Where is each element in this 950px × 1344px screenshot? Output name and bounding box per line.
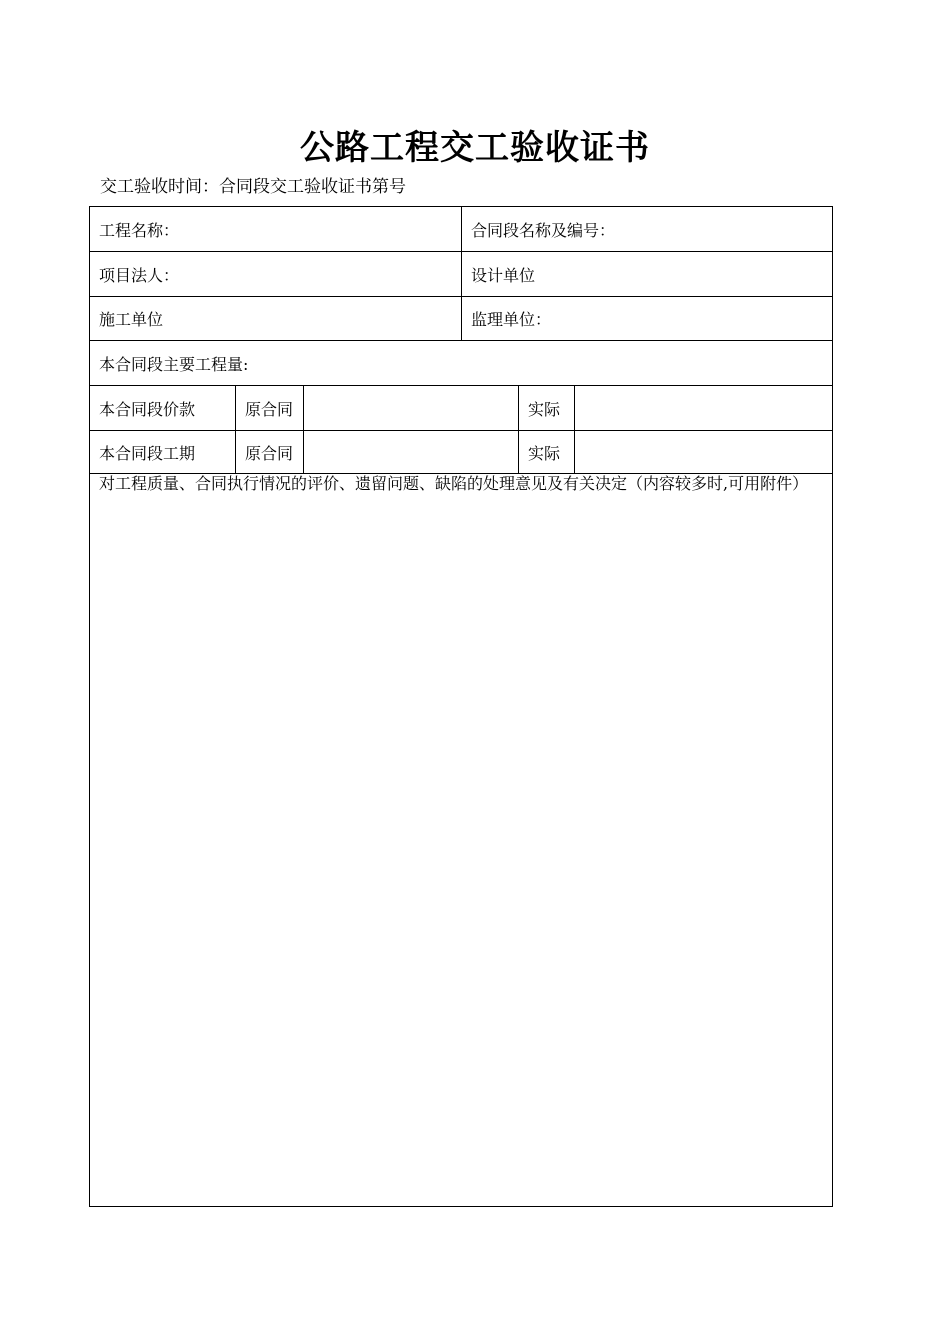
main-quantities-field[interactable] — [90, 341, 832, 385]
construction-unit-field[interactable] — [90, 297, 461, 340]
duration-actual-input[interactable] — [574, 431, 832, 473]
project-legal-person-field[interactable] — [90, 252, 461, 296]
document-title: 公路工程交工验收证书 — [300, 128, 650, 168]
acceptance-time-line: 交工验收时间：合同段交工验收证书第号 — [100, 177, 406, 197]
acceptance-form-table — [89, 206, 833, 1207]
remarks-text-area[interactable] — [90, 495, 832, 1205]
table-row — [90, 207, 832, 252]
supervision-unit-field[interactable] — [461, 297, 832, 340]
table-row — [90, 431, 832, 474]
price-actual-label: 实际 — [518, 386, 574, 430]
project-legal-person-label: 项目法人： — [99, 265, 180, 285]
project-name-field[interactable] — [90, 207, 461, 251]
remarks-label: 对工程质量、合同执行情况的评价、遗留问题、缺陷的处理意见及有关决定（内容较多时,可用附件） — [99, 474, 809, 493]
construction-unit-label: 施工单位 — [99, 310, 164, 329]
main-quantities-label: 本合同段主要工程量: — [99, 354, 249, 374]
table-row — [90, 386, 832, 431]
price-actual-input[interactable] — [574, 386, 832, 430]
duration-original-input[interactable] — [303, 431, 518, 473]
project-name-label: 工程名称： — [99, 220, 180, 240]
price-original-label: 原合同 — [235, 386, 303, 430]
table-row — [90, 252, 832, 297]
supervision-unit-label: 监理单位： — [471, 310, 552, 329]
duration-actual-label: 实际 — [518, 431, 574, 473]
design-unit-field[interactable] — [461, 252, 832, 296]
table-row — [90, 297, 832, 341]
contract-section-field[interactable] — [461, 207, 832, 251]
design-unit-label: 设计单位 — [471, 265, 536, 285]
table-row — [90, 341, 832, 386]
price-original-input[interactable] — [303, 386, 518, 430]
contract-section-label: 合同段名称及编号： — [471, 220, 616, 240]
duration-row-label: 本合同段工期 — [99, 443, 196, 463]
price-row-label: 本合同段价款 — [99, 399, 196, 419]
duration-original-label: 原合同 — [235, 431, 303, 473]
